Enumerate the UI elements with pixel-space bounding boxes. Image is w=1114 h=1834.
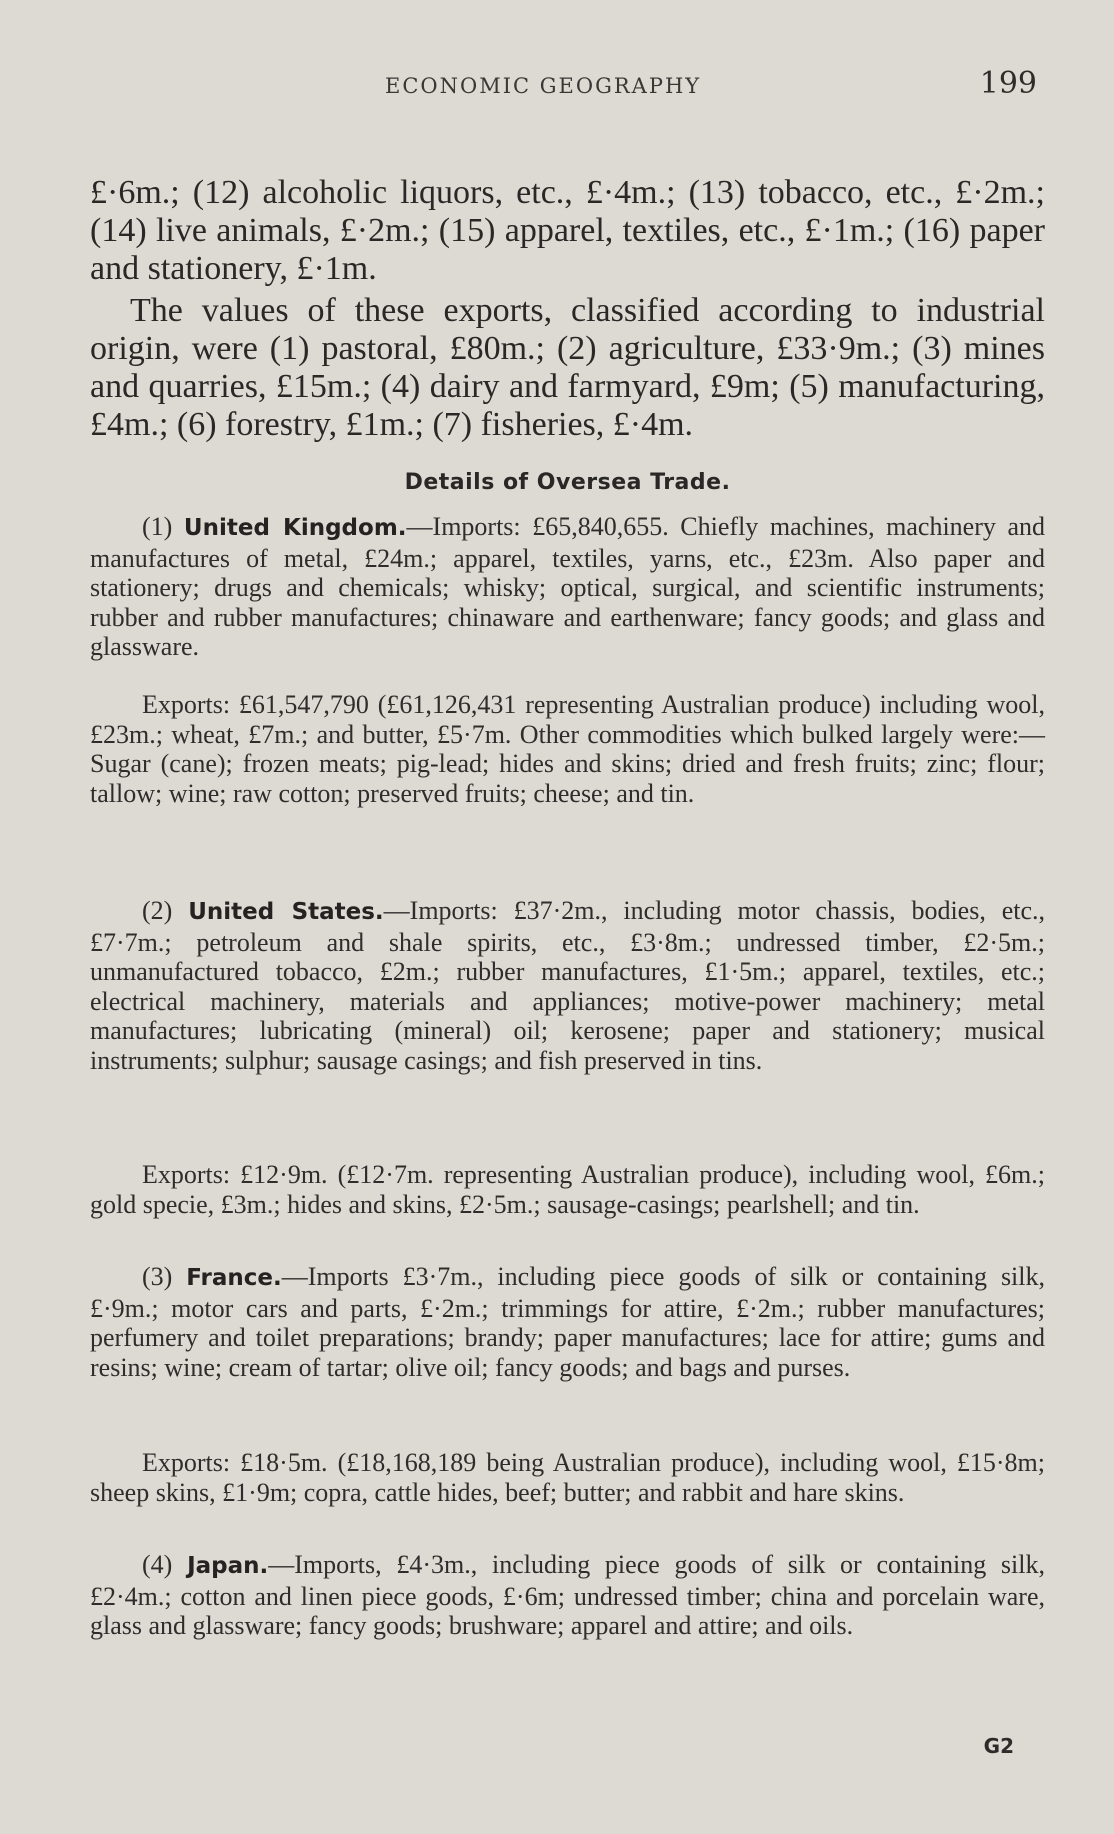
- running-title: ECONOMIC GEOGRAPHY: [385, 74, 702, 98]
- country-name: France.: [186, 1265, 282, 1291]
- france-imports-paragraph: [90, 1262, 1045, 1382]
- running-head: [90, 66, 1045, 110]
- imports-text: —Imports £3·7m., including piece goods of silk or containing silk, £·9m.; motor cars and parts, £·2m.; trimmings for attire, £·2m.; rubber manufactures; perfumery and toilet preparations; brandy; paper manufactures; lace for attire; gums and resins; wine; cream of tartar; olive oil; fancy goods; and bags and purses.: [90, 1262, 1046, 1382]
- country-number: (1): [142, 512, 173, 541]
- us-exports-paragraph: Exports: £12·9m. (£12·7m. representing Australian produce), including wool, £6m.; gold specie, £3m.; hides and skins, £2·5m.; sausage-casings; pearlshell; and tin.: [90, 1160, 1045, 1219]
- country-number: (4): [142, 1550, 173, 1579]
- page-number: 199: [979, 66, 1037, 101]
- country-number: (2): [142, 896, 173, 925]
- country-name: United Kingdom.: [183, 515, 407, 541]
- japan-imports-paragraph: [90, 1550, 1045, 1641]
- uk-exports-paragraph: Exports: £61,547,790 (£61,126,431 representing Australian produce) including wool, £23m.; wheat, £7m.; and butter, £5·7m. Other commodities which bulked largely were:—Sugar (cane); frozen meats; pig-lead; hides and skins; dried and fresh fruits; zinc; flour; tallow; wine; raw cotton; preserved fruits; cheese; and tin.: [90, 690, 1045, 808]
- section-heading: Details of Oversea Trade.: [404, 470, 731, 495]
- france-exports-paragraph: Exports: £18·5m. (£18,168,189 being Australian produce), including wool, £15·8m; sheep skins, £1·9m; copra, cattle hides, beef; butter; and rabbit and hare skins.: [90, 1448, 1045, 1507]
- industrial-origin-paragraph: The values of these exports, classified according to industrial origin, were (1) pastoral, £80m.; (2) agriculture, £33·9m.; (3) mines and quarries, £15m.; (4) dairy and farmyard, £9m; (5) manufacturing, £4m.; (6) forestry, £1m.; (7) fisheries, £·4m.: [90, 292, 1045, 443]
- continuation-paragraph: £·6m.; (12) alcoholic liquors, etc., £·4m.; (13) tobacco, etc., £·2m.; (14) live animals, £·2m.; (15) apparel, textiles, etc., £·1m.; (16) paper and stationery, £·1m.: [90, 174, 1045, 287]
- country-number: (3): [142, 1262, 173, 1291]
- imports-text: —Imports: £37·2m., including motor chassis, bodies, etc., £7·7m.; petroleum and shale spirits, etc., £3·8m.; undressed timber, £2·5m.; unmanufactured tobacco, £2m.; rubber manufactures, £1·5m.; apparel, textiles, etc.; electrical machinery, materials and appliances; motive-power machinery; metal manufactures; lubricating (mineral) oil; kerosene; paper and stationery; musical instruments; sulphur; sausage casings; and fish preserved in tins.: [90, 896, 1045, 1075]
- imports-text: —Imports: £65,840,655. Chiefly machines, machinery and manufactures of metal, £24m.; apparel, textiles, yarns, etc., £23m. Also paper and stationery; drugs and chemicals; whisky; optical, surgical, and scientific instruments; rubber and rubber manufactures; chinaware and earthenware; fancy goods; and glass and glassware.: [90, 512, 1046, 662]
- us-imports-paragraph: [90, 896, 1045, 1076]
- signature-mark: G2: [983, 1734, 1014, 1758]
- uk-imports-paragraph: [90, 512, 1045, 662]
- country-name: Japan.: [187, 1553, 269, 1579]
- country-name: United States.: [188, 899, 384, 925]
- imports-text: —Imports, £4·3m., including piece goods of silk or containing silk, £2·4m.; cotton and linen piece goods, £·6m; undressed timber; china and porcelain ware, glass and glassware; fancy goods; brushware; apparel and attire; and oils.: [90, 1550, 1045, 1641]
